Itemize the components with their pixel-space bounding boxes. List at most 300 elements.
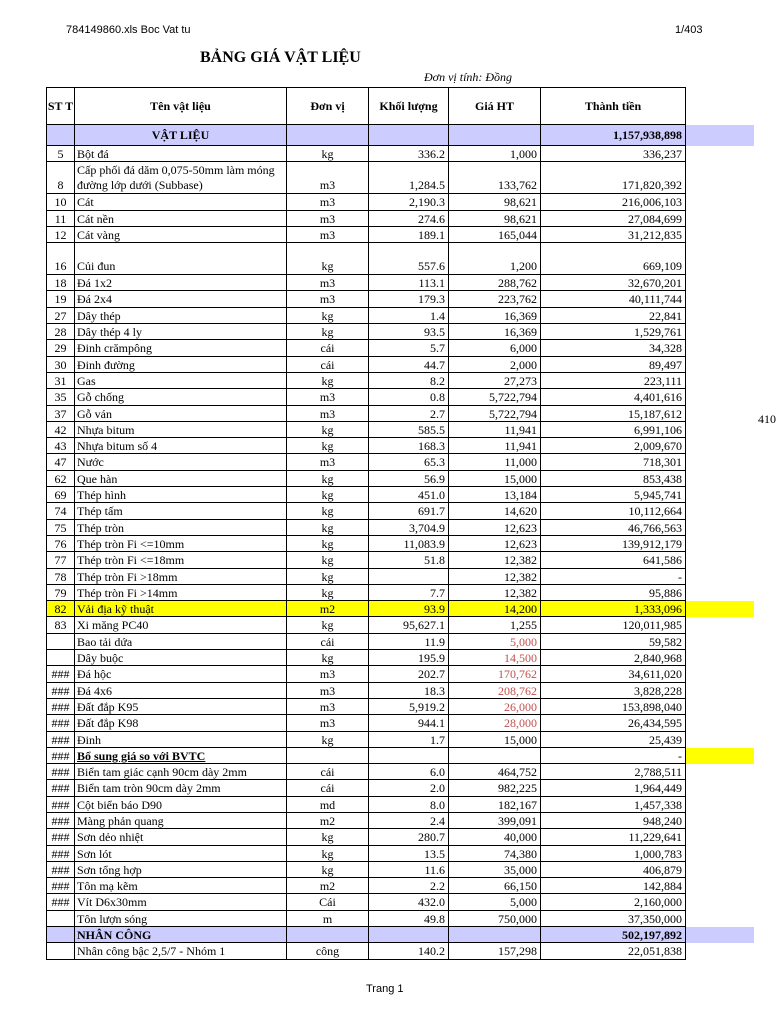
table-row <box>46 227 754 243</box>
cell-total: 2,160,000 <box>541 894 686 910</box>
page-title: BẢNG GIÁ VẬT LIỆU <box>200 49 361 66</box>
cell-unit: cái <box>287 357 369 373</box>
cell-qty: 1,284.5 <box>369 162 449 194</box>
cell-total: 25,439 <box>541 732 686 748</box>
col-header-qty: Khối lượng <box>369 87 449 125</box>
cell-price: 66,150 <box>449 878 541 894</box>
cell-stt: ### <box>46 732 75 748</box>
cell-total: 95,886 <box>541 585 686 601</box>
cell-unit: m3 <box>287 406 369 422</box>
table-row <box>46 894 754 910</box>
cell-qty: 3,704.9 <box>369 520 449 536</box>
cell-unit: kg <box>287 520 369 536</box>
cell-name: Cát <box>75 194 287 210</box>
cell-unit: kg <box>287 569 369 585</box>
cell-qty <box>369 569 449 585</box>
cell-stt: ### <box>46 748 75 764</box>
cell-qty: 95,627.1 <box>369 617 449 633</box>
cell-unit: kg <box>287 503 369 519</box>
cell-stt: 78 <box>46 569 75 585</box>
table-row <box>46 422 754 438</box>
cell-unit: cái <box>287 634 369 650</box>
cell-total: 15,187,612 <box>541 406 686 422</box>
table-row <box>46 357 754 373</box>
cell-price: 399,091 <box>449 813 541 829</box>
cell-qty: 49.8 <box>369 911 449 927</box>
cell-name: Gỗ chống <box>75 389 287 405</box>
cell-stt: 8 <box>46 162 75 194</box>
table-row <box>46 552 754 568</box>
cell-total: 26,434,595 <box>541 715 686 731</box>
cell-total: 641,586 <box>541 552 686 568</box>
cell-total: 32,670,201 <box>541 275 686 291</box>
cell-stt: ### <box>46 894 75 910</box>
cell-stt: 10 <box>46 194 75 210</box>
page-footer: Trang 1 <box>366 983 404 995</box>
table-row <box>46 471 754 487</box>
cell-unit: kg <box>287 471 369 487</box>
cell-qty: 5.7 <box>369 340 449 356</box>
cell-price: 12,623 <box>449 536 541 552</box>
section-label: VẬT LIỆU <box>75 125 287 146</box>
cell-total: 59,582 <box>541 634 686 650</box>
unit-note: Đơn vị tính: Đồng <box>424 70 513 84</box>
cell-unit: kg <box>287 308 369 324</box>
cell-unit: m3 <box>287 227 369 243</box>
cell-stt: ### <box>46 797 75 813</box>
cell-unit: kg <box>287 650 369 666</box>
cell-price: 2,000 <box>449 357 541 373</box>
table-row <box>46 487 754 503</box>
cell-name: Cát vàng <box>75 227 287 243</box>
section-total: 1,157,938,898 <box>541 125 686 146</box>
file-header: 784149860.xls Boc Vat tu <box>66 24 191 36</box>
cell-qty: 451.0 <box>369 487 449 503</box>
cell-total: 853,438 <box>541 471 686 487</box>
cell-unit <box>287 748 369 764</box>
cell-price: 5,722,794 <box>449 389 541 405</box>
cell-total: 406,879 <box>541 862 686 878</box>
cell-total: 34,611,020 <box>541 666 686 682</box>
col-header-total: Thành tiền <box>541 87 686 125</box>
cell-qty: 691.7 <box>369 503 449 519</box>
cell-price: 170,762 <box>449 666 541 682</box>
table-row <box>46 797 754 813</box>
cell-total: 10,112,664 <box>541 503 686 519</box>
cell-unit: m <box>287 911 369 927</box>
table-row <box>46 291 754 307</box>
table-row <box>46 601 754 617</box>
cell-price: 11,000 <box>449 454 541 470</box>
cell-qty: 56.9 <box>369 471 449 487</box>
cell-name: Nhân công bậc 2,5/7 - Nhóm 1 <box>75 943 287 959</box>
cell-name: Đinh crămpông <box>75 340 287 356</box>
cell-stt: 27 <box>46 308 75 324</box>
cell-name: Thép tròn Fi >14mm <box>75 585 287 601</box>
cell-price: 208,762 <box>449 683 541 699</box>
table-row <box>46 162 754 194</box>
material-rows <box>46 146 754 927</box>
col-header-price: Giá HT <box>449 87 541 125</box>
cell-price: 15,000 <box>449 471 541 487</box>
section-total: 502,197,892 <box>541 927 686 943</box>
cell-qty: 2.4 <box>369 813 449 829</box>
cell-unit: kg <box>287 536 369 552</box>
section-fill <box>686 125 754 146</box>
cell-qty: 0.8 <box>369 389 449 405</box>
cell-unit: m3 <box>287 666 369 682</box>
cell-qty: 93.9 <box>369 601 449 617</box>
cell-price: 5,722,794 <box>449 406 541 422</box>
cell-stt: 12 <box>46 227 75 243</box>
cell-price: 11,941 <box>449 438 541 454</box>
table-row <box>46 943 754 959</box>
table-row <box>46 503 754 519</box>
cell-name: Củi đun <box>75 243 287 275</box>
cell-price: 27,273 <box>449 373 541 389</box>
cell-price: 5,000 <box>449 634 541 650</box>
col-header-name: Tên vật liệu <box>75 87 287 125</box>
cell-qty: 44.7 <box>369 357 449 373</box>
cell-name: Gỗ ván <box>75 406 287 422</box>
cell-total: 948,240 <box>541 813 686 829</box>
cell-price: 157,298 <box>449 943 541 959</box>
table-row <box>46 911 754 927</box>
table-row <box>46 211 754 227</box>
cell-name: Sơn lót <box>75 846 287 862</box>
cell-name: Que hàn <box>75 471 287 487</box>
cell-name: Đá 1x2 <box>75 275 287 291</box>
cell-qty: 11,083.9 <box>369 536 449 552</box>
cell-stt: 74 <box>46 503 75 519</box>
cell-qty: 93.5 <box>369 324 449 340</box>
cell-stt: 83 <box>46 617 75 633</box>
cell-price: 982,225 <box>449 780 541 796</box>
cell-name: Đá hộc <box>75 666 287 682</box>
cell-qty: 5,919.2 <box>369 699 449 715</box>
cell-qty: 1.7 <box>369 732 449 748</box>
cell-qty: 6.0 <box>369 764 449 780</box>
cell-stt: 82 <box>46 601 75 617</box>
table-row <box>46 878 754 894</box>
cell-total: 216,006,103 <box>541 194 686 210</box>
cell-qty: 140.2 <box>369 943 449 959</box>
cell-qty: 2,190.3 <box>369 194 449 210</box>
cell-stt: 11 <box>46 211 75 227</box>
table-row <box>46 373 754 389</box>
cell-total: 2,788,511 <box>541 764 686 780</box>
cell-total: 153,898,040 <box>541 699 686 715</box>
cell-qty: 202.7 <box>369 666 449 682</box>
cell-total: - <box>541 569 686 585</box>
cell-price: 1,000 <box>449 146 541 162</box>
table-row <box>46 585 754 601</box>
cell-price: 12,623 <box>449 520 541 536</box>
cell-unit: kg <box>287 862 369 878</box>
cell-name: Bổ sung giá so với BVTC <box>75 748 287 764</box>
cell-price: 16,369 <box>449 308 541 324</box>
cell-stt: 19 <box>46 291 75 307</box>
table-row <box>46 146 754 162</box>
side-note: 410 <box>758 412 776 426</box>
cell-total: 171,820,392 <box>541 162 686 194</box>
cell-stt: 16 <box>46 243 75 275</box>
cell-name: Cột biển báo D90 <box>75 797 287 813</box>
cell-unit: m3 <box>287 275 369 291</box>
section-stt <box>46 125 75 146</box>
cell-price: 98,621 <box>449 211 541 227</box>
cell-unit: kg <box>287 438 369 454</box>
table-header-row <box>46 87 754 125</box>
table-row <box>46 194 754 210</box>
cell-price: 14,500 <box>449 650 541 666</box>
section-stt <box>46 927 75 943</box>
cell-name: Thép tròn Fi >18mm <box>75 569 287 585</box>
cell-stt: ### <box>46 666 75 682</box>
cell-name: Đinh đường <box>75 357 287 373</box>
section-label: NHÂN CÔNG <box>75 927 287 943</box>
cell-unit: m3 <box>287 715 369 731</box>
cell-unit: kg <box>287 617 369 633</box>
table-row <box>46 846 754 862</box>
cell-qty: 585.5 <box>369 422 449 438</box>
cell-price: 40,000 <box>449 829 541 845</box>
cell-qty: 274.6 <box>369 211 449 227</box>
cell-total: 336,237 <box>541 146 686 162</box>
cell-qty: 11.6 <box>369 862 449 878</box>
cell-stt: ### <box>46 780 75 796</box>
cell-total: 5,945,741 <box>541 487 686 503</box>
cell-stt <box>46 634 75 650</box>
table-row <box>46 569 754 585</box>
cell-stt: ### <box>46 813 75 829</box>
cell-qty <box>369 748 449 764</box>
cell-qty: 195.9 <box>369 650 449 666</box>
cell-name: Thép hình <box>75 487 287 503</box>
cell-total: 31,212,835 <box>541 227 686 243</box>
cell-qty: 1.4 <box>369 308 449 324</box>
cell-unit: m3 <box>287 389 369 405</box>
cell-total: 718,301 <box>541 454 686 470</box>
cell-qty: 51.8 <box>369 552 449 568</box>
cell-price: 98,621 <box>449 194 541 210</box>
cell-unit: kg <box>287 585 369 601</box>
cell-stt: 37 <box>46 406 75 422</box>
cell-unit: kg <box>287 552 369 568</box>
table-row <box>46 829 754 845</box>
cell-total: 1,457,338 <box>541 797 686 813</box>
cell-price: 6,000 <box>449 340 541 356</box>
cell-price: 15,000 <box>449 732 541 748</box>
section-qty <box>369 927 449 943</box>
cell-price: 223,762 <box>449 291 541 307</box>
cell-name: Thép tròn Fi <=18mm <box>75 552 287 568</box>
cell-unit: m3 <box>287 454 369 470</box>
section-unit <box>287 927 369 943</box>
table-row <box>46 813 754 829</box>
cell-total: 1,964,449 <box>541 780 686 796</box>
highlight-fill <box>686 748 754 764</box>
section-qty <box>369 125 449 146</box>
cell-price: 13,184 <box>449 487 541 503</box>
table-row <box>46 748 754 764</box>
table-row <box>46 536 754 552</box>
table-row <box>46 275 754 291</box>
table-row <box>46 324 754 340</box>
cell-unit: m2 <box>287 878 369 894</box>
cell-total: 11,229,641 <box>541 829 686 845</box>
cell-total: 1,333,096 <box>541 601 686 617</box>
cell-unit: Cái <box>287 894 369 910</box>
cell-unit: kg <box>287 324 369 340</box>
table-row <box>46 683 754 699</box>
cell-stt: 29 <box>46 340 75 356</box>
cell-unit: m3 <box>287 162 369 194</box>
section-price <box>449 927 541 943</box>
cell-name: Tôn mạ kẽm <box>75 878 287 894</box>
cell-qty: 7.7 <box>369 585 449 601</box>
cell-qty: 336.2 <box>369 146 449 162</box>
cell-total: 40,111,744 <box>541 291 686 307</box>
cell-name: Màng phản quang <box>75 813 287 829</box>
cell-total: 22,841 <box>541 308 686 324</box>
cell-name: Dây thép <box>75 308 287 324</box>
cell-total: 2,840,968 <box>541 650 686 666</box>
cell-stt: 69 <box>46 487 75 503</box>
cell-qty: 2.7 <box>369 406 449 422</box>
table-row <box>46 650 754 666</box>
cell-price: 133,762 <box>449 162 541 194</box>
cell-unit: kg <box>287 829 369 845</box>
table-row <box>46 732 754 748</box>
cell-unit: kg <box>287 373 369 389</box>
cell-total: 34,328 <box>541 340 686 356</box>
cell-unit: công <box>287 943 369 959</box>
cell-stt: 47 <box>46 454 75 470</box>
cell-name: Biển tam giác cạnh 90cm dày 2mm <box>75 764 287 780</box>
cell-total: 37,350,000 <box>541 911 686 927</box>
cell-total: 120,011,985 <box>541 617 686 633</box>
cell-stt: ### <box>46 846 75 862</box>
cell-name: Bột đá <box>75 146 287 162</box>
cell-stt: 42 <box>46 422 75 438</box>
cell-name: Dây thép 4 ly <box>75 324 287 340</box>
table-row <box>46 780 754 796</box>
table-row <box>46 520 754 536</box>
cell-price: 14,620 <box>449 503 541 519</box>
cell-total: 223,111 <box>541 373 686 389</box>
cell-total: 6,991,106 <box>541 422 686 438</box>
cell-qty: 65.3 <box>369 454 449 470</box>
cell-stt: 5 <box>46 146 75 162</box>
table-row <box>46 764 754 780</box>
cell-price: 464,752 <box>449 764 541 780</box>
cell-stt: ### <box>46 862 75 878</box>
section-row-materials <box>46 125 754 146</box>
cell-stt: 76 <box>46 536 75 552</box>
cell-unit: m3 <box>287 683 369 699</box>
cell-stt: 30 <box>46 357 75 373</box>
cell-price: 182,167 <box>449 797 541 813</box>
cell-stt: 35 <box>46 389 75 405</box>
cell-total: 1,000,783 <box>541 846 686 862</box>
cell-name: Nhựa bitum <box>75 422 287 438</box>
col-header-unit: Đơn vị <box>287 87 369 125</box>
cell-name: Đất đắp K95 <box>75 699 287 715</box>
cell-stt: 28 <box>46 324 75 340</box>
cell-name: Cát nền <box>75 211 287 227</box>
cell-stt: ### <box>46 715 75 731</box>
cell-qty: 2.0 <box>369 780 449 796</box>
cell-name: Vải địa kỹ thuật <box>75 601 287 617</box>
cell-qty: 189.1 <box>369 227 449 243</box>
cell-name: Nhựa bitum số 4 <box>75 438 287 454</box>
table-row <box>46 438 754 454</box>
cell-stt <box>46 911 75 927</box>
table-row <box>46 715 754 731</box>
cell-name: Dây buộc <box>75 650 287 666</box>
labor-rows <box>46 943 754 959</box>
cell-price: 35,000 <box>449 862 541 878</box>
cell-name: Vít D6x30mm <box>75 894 287 910</box>
cell-price: 12,382 <box>449 585 541 601</box>
cell-qty: 432.0 <box>369 894 449 910</box>
table-row <box>46 862 754 878</box>
cell-total: 1,529,761 <box>541 324 686 340</box>
cell-stt: 77 <box>46 552 75 568</box>
cell-name: Đinh <box>75 732 287 748</box>
highlight-fill <box>686 601 754 617</box>
cell-total: 2,009,670 <box>541 438 686 454</box>
cell-total: 3,828,228 <box>541 683 686 699</box>
cell-name: Thép tròn Fi <=10mm <box>75 536 287 552</box>
cell-name: Thép tròn <box>75 520 287 536</box>
table-row <box>46 454 754 470</box>
cell-stt: ### <box>46 764 75 780</box>
cell-total: 22,051,838 <box>541 943 686 959</box>
cell-price: 16,369 <box>449 324 541 340</box>
cell-stt: 43 <box>46 438 75 454</box>
cell-total: 669,109 <box>541 243 686 275</box>
cell-name: Nước <box>75 454 287 470</box>
cell-name: Biển tam tròn 90cm dày 2mm <box>75 780 287 796</box>
table-row <box>46 243 754 275</box>
cell-unit: kg <box>287 146 369 162</box>
col-header-stt: ST T <box>46 87 75 125</box>
table-row <box>46 699 754 715</box>
cell-unit: m3 <box>287 211 369 227</box>
cell-price: 165,044 <box>449 227 541 243</box>
cell-unit: kg <box>287 422 369 438</box>
cell-unit: kg <box>287 487 369 503</box>
cell-total: 89,497 <box>541 357 686 373</box>
cell-price: 12,382 <box>449 569 541 585</box>
cell-name: Thép tấm <box>75 503 287 519</box>
price-table <box>46 87 754 960</box>
table-row <box>46 666 754 682</box>
page-counter: 1/403 <box>675 24 703 36</box>
cell-price <box>449 748 541 764</box>
cell-unit: m3 <box>287 291 369 307</box>
cell-unit: kg <box>287 846 369 862</box>
cell-price: 28,000 <box>449 715 541 731</box>
cell-name: Gas <box>75 373 287 389</box>
cell-stt: 79 <box>46 585 75 601</box>
cell-qty: 944.1 <box>369 715 449 731</box>
section-fill <box>686 927 754 943</box>
cell-price: 750,000 <box>449 911 541 927</box>
cell-total: 139,912,179 <box>541 536 686 552</box>
